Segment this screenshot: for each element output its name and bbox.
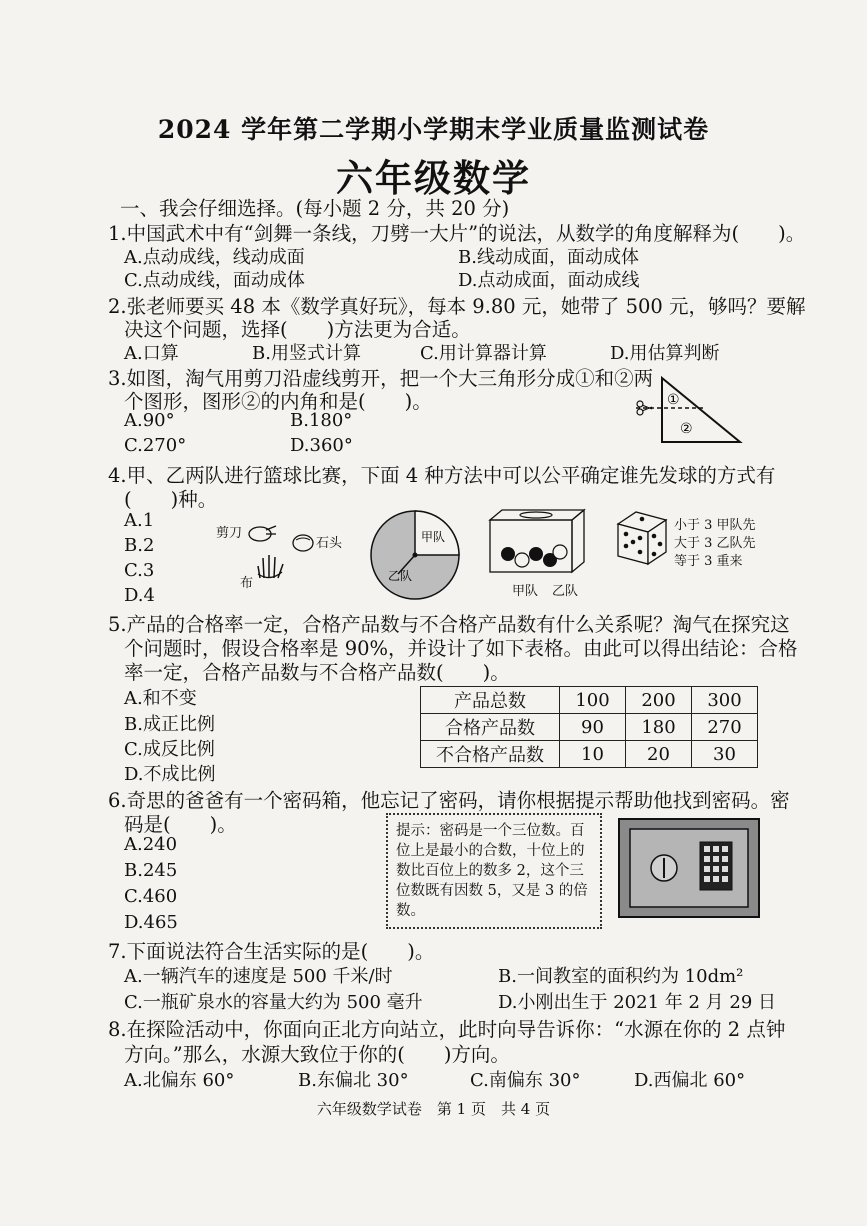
ball-box-figure (488, 508, 586, 574)
rock-hand-icon (290, 532, 316, 554)
spinner-figure (368, 508, 462, 602)
question-2-stem-line2: 决这个问题，选择( )方法更为合适。 (124, 318, 471, 341)
question-3-stem-line1: 3.如图，淘气用剪刀沿虚线剪开，把一个大三角形分成①和②两 (108, 367, 654, 390)
question-4-stem-line2: ( )种。 (124, 488, 218, 511)
q8-option-a: A.北偏东 60° (124, 1070, 235, 1091)
q3-option-a: A.90° (124, 410, 175, 431)
spinner-team-a-label: 甲队 (421, 530, 446, 544)
figure-1-label: ① (667, 392, 680, 408)
question-8-stem-line1: 8.在探险活动中，你面向正北方向站立，此时向导告诉你：“水源在你的 2 点钟 (108, 1018, 786, 1041)
q1-option-a: A.点动成线，线动成面 (124, 247, 305, 268)
q6-option-a: A.240 (124, 834, 178, 855)
q2-option-d: D.用估算判断 (610, 343, 720, 364)
table-cell: 10 (560, 741, 626, 768)
q7-option-b: B.一间教室的面积约为 10dm² (498, 966, 744, 987)
question-8-stem-line2: 方向。”那么，水源大致位于你的( )方向。 (124, 1043, 510, 1066)
q4-option-d: D.4 (124, 585, 155, 606)
q6-option-b: B.245 (124, 860, 178, 881)
figure-2-label: ② (680, 421, 693, 437)
question-7-stem: 7.下面说法符合生活实际的是( )。 (108, 940, 435, 963)
table-cell: 270 (692, 714, 758, 741)
q2-option-c: C.用计算器计算 (420, 343, 547, 364)
table-cell: 180 (626, 714, 692, 741)
q6-option-d: D.465 (124, 912, 178, 933)
q5-option-c: C.成反比例 (124, 739, 215, 760)
box-team-a-label: 甲队 (512, 584, 539, 599)
q5-option-d: D.不成比例 (124, 764, 216, 785)
table-cell: 90 (560, 714, 626, 741)
table-cell: 100 (560, 687, 626, 714)
question-6-stem-line1: 6.奇思的爸爸有一个密码箱，他忘记了密码，请你根据提示帮助他找到密码。密 (108, 789, 790, 812)
q4-option-a: A.1 (124, 510, 155, 531)
exam-title: 2024 学年第二学期小学期末学业质量监测试卷 (157, 115, 710, 144)
dice-rule-2: 大于 3 乙队先 (674, 536, 756, 551)
table-cell: 30 (692, 741, 758, 768)
q1-option-c: C.点动成线，面动成体 (124, 270, 305, 291)
q1-option-d: D.点动成面，面动成线 (458, 270, 640, 291)
triangle-cut-figure (632, 374, 744, 446)
dice-rule-1: 小于 3 甲队先 (674, 518, 756, 533)
dice-icon (612, 510, 670, 566)
q1-option-b: B.线动成面，面动成体 (458, 247, 639, 268)
q5-option-a: A.和不变 (124, 688, 197, 709)
question-5-stem-line2: 个问题时，假设合格率是 90%，并设计了如下表格。由此可以得出结论：合格 (124, 637, 798, 660)
table-cell: 300 (692, 687, 758, 714)
q7-option-a: A.一辆汽车的速度是 500 千米/时 (124, 966, 393, 987)
rps-rock-label: 石头 (316, 536, 343, 551)
exam-subtitle: 六年级数学 (336, 156, 531, 200)
question-1-stem: 1.中国武术中有“剑舞一条线，刀劈一大片”的说法，从数学的角度解释为( )。 (108, 222, 806, 245)
paper-hand-icon (254, 552, 288, 582)
spinner-team-b-label: 乙队 (388, 569, 413, 583)
dice-rule-3: 等于 3 重来 (674, 554, 743, 569)
q4-option-c: C.3 (124, 560, 155, 581)
table-cell: 合格产品数 (421, 714, 560, 741)
password-hint-box: 提示：密码是一个三位数。百位上是最小的合数，十位上的数比百位上的数多 2，这个三位数既有因数 5，又是 3 的倍数。 (386, 813, 602, 929)
q3-option-b: B.180° (290, 410, 353, 431)
q4-option-b: B.2 (124, 535, 155, 556)
table-cell: 不合格产品数 (421, 741, 560, 768)
table-row (421, 741, 758, 768)
q7-option-d: D.小刚出生于 2021 年 2 月 29 日 (498, 992, 777, 1013)
q6-option-c: C.460 (124, 886, 178, 907)
question-4-stem-line1: 4.甲、乙两队进行篮球比赛，下面 4 种方法中可以公平确定谁先发球的方式有 (108, 464, 776, 487)
table-cell: 20 (626, 741, 692, 768)
section-heading: 一、我会仔细选择。(每小题 2 分，共 20 分) (120, 197, 510, 220)
table-row (421, 687, 758, 714)
rps-paper-label: 布 (240, 576, 254, 591)
q2-option-a: A.口算 (124, 343, 179, 364)
table-cell: 200 (626, 687, 692, 714)
q2-option-b: B.用竖式计算 (252, 343, 361, 364)
q8-option-b: B.东偏北 30° (298, 1070, 409, 1091)
q3-option-c: C.270° (124, 435, 187, 456)
scissors-hand-icon (246, 522, 278, 544)
question-5-stem-line1: 5.产品的合格率一定，合格产品数与不合格产品数有什么关系呢？淘气在探究这 (108, 613, 790, 636)
question-6-stem-line2: 码是( )。 (124, 813, 237, 836)
rps-scissors-label: 剪刀 (216, 526, 243, 541)
q3-option-d: D.360° (290, 435, 353, 456)
q5-option-b: B.成正比例 (124, 714, 215, 735)
table-row (421, 714, 758, 741)
question-3-stem-line2: 个图形，图形②的内角和是( )。 (124, 390, 432, 413)
question-5-stem-line3: 率一定，合格产品数与不合格产品数( )。 (124, 661, 510, 684)
q7-option-c: C.一瓶矿泉水的容量大约为 500 毫升 (124, 992, 423, 1013)
q8-option-d: D.西偏北 60° (634, 1070, 746, 1091)
q8-option-c: C.南偏东 30° (470, 1070, 581, 1091)
box-team-b-label: 乙队 (552, 584, 579, 599)
product-table (420, 686, 758, 768)
page-footer: 六年级数学试卷 第 1 页 共 4 页 (316, 1100, 551, 1118)
table-cell: 产品总数 (421, 687, 560, 714)
question-2-stem-line1: 2.张老师要买 48 本《数学真好玩》，每本 9.80 元，她带了 500 元，够吗？要解 (108, 295, 806, 318)
safe-box-icon (616, 816, 762, 920)
